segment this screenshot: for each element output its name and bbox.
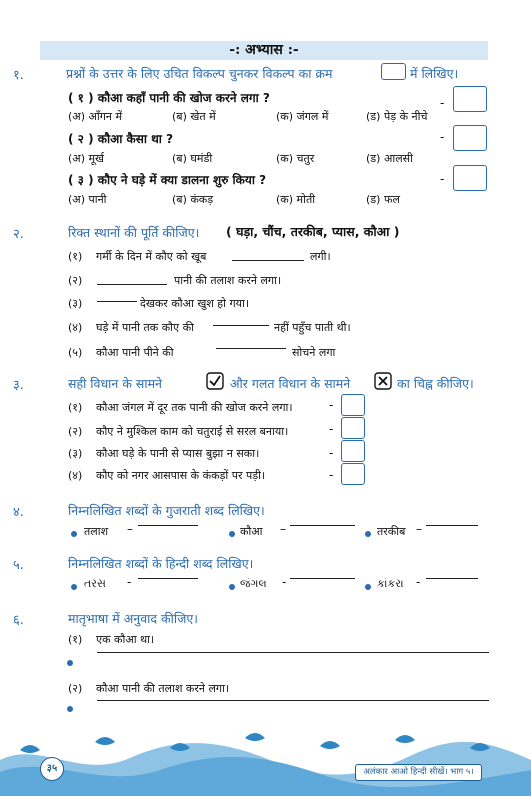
book-title: अलंकार आओ हिन्दी सीखें। भाग ५।: [355, 764, 482, 781]
q3-number: ३.: [13, 378, 24, 393]
page-title: -: अभ्यास :-: [40, 41, 488, 60]
q5-dash-3: -: [416, 575, 421, 589]
q1-item1-opt-c: (क) जंगल में: [276, 110, 329, 123]
q4-bullet-3: [365, 531, 371, 537]
q3-item3-text: कौआ घड़े के पानी से प्यास बुझा न सका।: [96, 447, 260, 460]
q5-blank-2[interactable]: [290, 578, 355, 579]
q6-instruction: मातृभाषा में अनुवाद कीजिए।: [68, 611, 199, 626]
q5-blank-3[interactable]: [426, 578, 478, 579]
q2-number: २.: [13, 227, 24, 242]
q1-item1-opt-a: (अ) आँगन में: [68, 110, 123, 123]
q3-item2-dash: -: [329, 422, 334, 436]
q5-dash-1: -: [127, 575, 132, 589]
q6-item2-num: (२): [68, 682, 83, 695]
q6-item1-answer-line[interactable]: [97, 652, 489, 653]
q1-item2-opt-d: (ड) आलसी: [366, 152, 413, 165]
q5-dash-2: -: [282, 575, 287, 589]
q5-blank-1[interactable]: [138, 578, 198, 579]
q3-item3-num: (३): [68, 447, 83, 460]
q1-item1-opt-b: (ब) खेत में: [172, 110, 216, 123]
q2-item1-text-a: गर्मी के दिन में कौए को खूब: [96, 250, 207, 263]
q1-item1-dash: -: [440, 96, 445, 110]
q2-item4-text-a: घड़े में पानी तक कौए की: [96, 321, 194, 334]
q3-item1-dash: -: [329, 398, 334, 412]
q5-number: ५.: [13, 558, 24, 573]
q4-word-3: तरकीब: [377, 525, 406, 538]
q3-item2-text: कौए ने मुश्किल काम को चतुराई से सरल बनाया।: [96, 425, 289, 438]
q1-item3-opt-a: (अ) पानी: [68, 193, 107, 206]
q2-item3-text-b: देखकर कौआ खुश हो गया।: [140, 297, 250, 310]
q3-item2-num: (२): [68, 425, 83, 438]
q1-item2-label: ( २ ) कौआ कैसा था ?: [68, 132, 174, 146]
q2-instruction: रिक्त स्थानों की पूर्ति कीजिए।: [68, 225, 200, 240]
q5-instruction: निम्नलिखित शब्दों के हिन्दी शब्द लिखिए।: [68, 556, 254, 571]
q3-item1-answer-box[interactable]: [341, 394, 365, 416]
q4-word-1: तलाश: [84, 525, 109, 538]
q6-item1-num: (१): [68, 633, 83, 646]
q5-bullet-3: [365, 584, 371, 590]
q2-word-bank: ( घड़ा, चौंच, तरकीब, प्यास, कौआ ): [226, 224, 400, 239]
q3-instruction-b: और गलत विधान के सामने: [230, 376, 351, 391]
q1-instruction: प्रश्नों के उत्तर के लिए उचित विकल्प चुनकर विकल्प का क्रम: [66, 66, 333, 81]
q4-instruction: निम्नलिखित शब्दों के गुजराती शब्द लिखिए।: [68, 503, 265, 518]
q1-item2-opt-c: (क) चतुर: [276, 152, 315, 165]
q4-number: ४.: [13, 505, 24, 520]
page-number: ३५: [40, 757, 64, 781]
q6-item1-text: एक कौआ था।: [96, 633, 155, 646]
q1-item1-label: ( १ ) कौआ कहाँ पानी की खोज करने लगा ?: [68, 91, 270, 105]
q1-item2-opt-a: (अ) मूर्ख: [68, 152, 105, 165]
q4-blank-1[interactable]: [138, 525, 198, 526]
check-icon: [206, 372, 224, 390]
q3-item4-text: कौए को नगर आसपास के कंकड़ों पर पड़ी।: [96, 469, 266, 482]
q4-dash-1: –: [127, 522, 133, 536]
q4-blank-3[interactable]: [426, 525, 478, 526]
q5-word-3: કાંકરા: [377, 577, 404, 590]
q1-instruction-end: में लिखिए।: [410, 66, 459, 81]
q2-item5-num: (५): [68, 346, 83, 359]
q4-dash-2: –: [280, 522, 286, 536]
q1-instruction-box: [381, 63, 406, 80]
q4-word-2: कौआ: [240, 525, 263, 538]
q1-item1-opt-d: (ड) पेड़ के नीचे: [366, 110, 428, 123]
q2-item1-blank[interactable]: [232, 260, 304, 261]
q3-item1-num: (१): [68, 401, 83, 414]
q2-item1-text-b: लगी।: [310, 250, 331, 263]
q5-bullet-2: [229, 584, 235, 590]
q3-item4-num: (४): [68, 469, 83, 482]
cross-icon: [374, 372, 392, 390]
q2-item5-blank[interactable]: [216, 348, 286, 349]
q1-item3-label: ( ३ ) कौए ने घड़े में क्या डालना शुरु किया ?: [68, 173, 267, 187]
q4-blank-2[interactable]: [290, 525, 355, 526]
q1-item3-opt-b: (ब) कंकड़: [172, 193, 214, 206]
q1-item3-dash: -: [440, 172, 445, 186]
q1-item3-opt-d: (ड) फल: [366, 193, 400, 206]
q3-item3-dash: -: [329, 446, 334, 460]
q4-bullet-2: [229, 531, 235, 537]
q2-item2-text-b: पानी की तलाश करने लगा।: [174, 274, 282, 287]
q3-instruction-a: सही विधान के सामने: [68, 376, 162, 391]
q1-item3-answer-box[interactable]: [453, 165, 487, 191]
q6-item2-text: कौआ पानी की तलाश करने लगा।: [96, 682, 230, 695]
q4-bullet-1: [71, 531, 77, 537]
q5-bullet-1: [71, 584, 77, 590]
q1-item2-answer-box[interactable]: [453, 125, 487, 151]
q2-item5-text-b: सोचने लगा: [292, 346, 336, 359]
q1-item3-opt-c: (क) मोती: [276, 193, 316, 206]
q3-item4-dash: -: [329, 468, 334, 482]
q6-bullet-2: [67, 706, 73, 712]
q2-item5-text-a: कौआ पानी पीने की: [96, 346, 174, 359]
q3-item2-answer-box[interactable]: [341, 417, 365, 439]
q5-word-2: જંગલ: [240, 577, 267, 590]
q1-item2-dash: -: [440, 130, 445, 144]
q6-bullet-1: [67, 660, 73, 666]
q1-item1-answer-box[interactable]: [453, 86, 487, 112]
q3-item1-text: कौआ जंगल में दूर तक पानी की खोज करने लगा।: [96, 401, 293, 414]
q3-item4-answer-box[interactable]: [341, 463, 365, 485]
q6-number: ६.: [13, 613, 24, 628]
q2-item4-num: (४): [68, 321, 83, 334]
q2-item3-num: (३): [68, 297, 83, 310]
footer-wave-decoration: [0, 720, 531, 796]
q2-item2-blank[interactable]: [97, 284, 167, 285]
q2-item4-blank[interactable]: [213, 325, 269, 326]
q2-item4-text-b: नहीं पहुँच पाती थी।: [274, 321, 351, 334]
q5-word-1: તરસ: [84, 577, 106, 590]
q1-number: १.: [13, 68, 24, 83]
q1-item2-opt-b: (ब) घमंडी: [172, 152, 213, 165]
q6-item2-answer-line[interactable]: [97, 700, 489, 701]
q2-item3-blank[interactable]: [97, 301, 137, 302]
q3-instruction-c: का चिह्न कीजिए।: [397, 376, 474, 391]
q3-item3-answer-box[interactable]: [341, 440, 365, 462]
q2-item2-num: (२): [68, 274, 83, 287]
q2-item1-num: (१): [68, 250, 83, 263]
q4-dash-3: –: [416, 522, 422, 536]
